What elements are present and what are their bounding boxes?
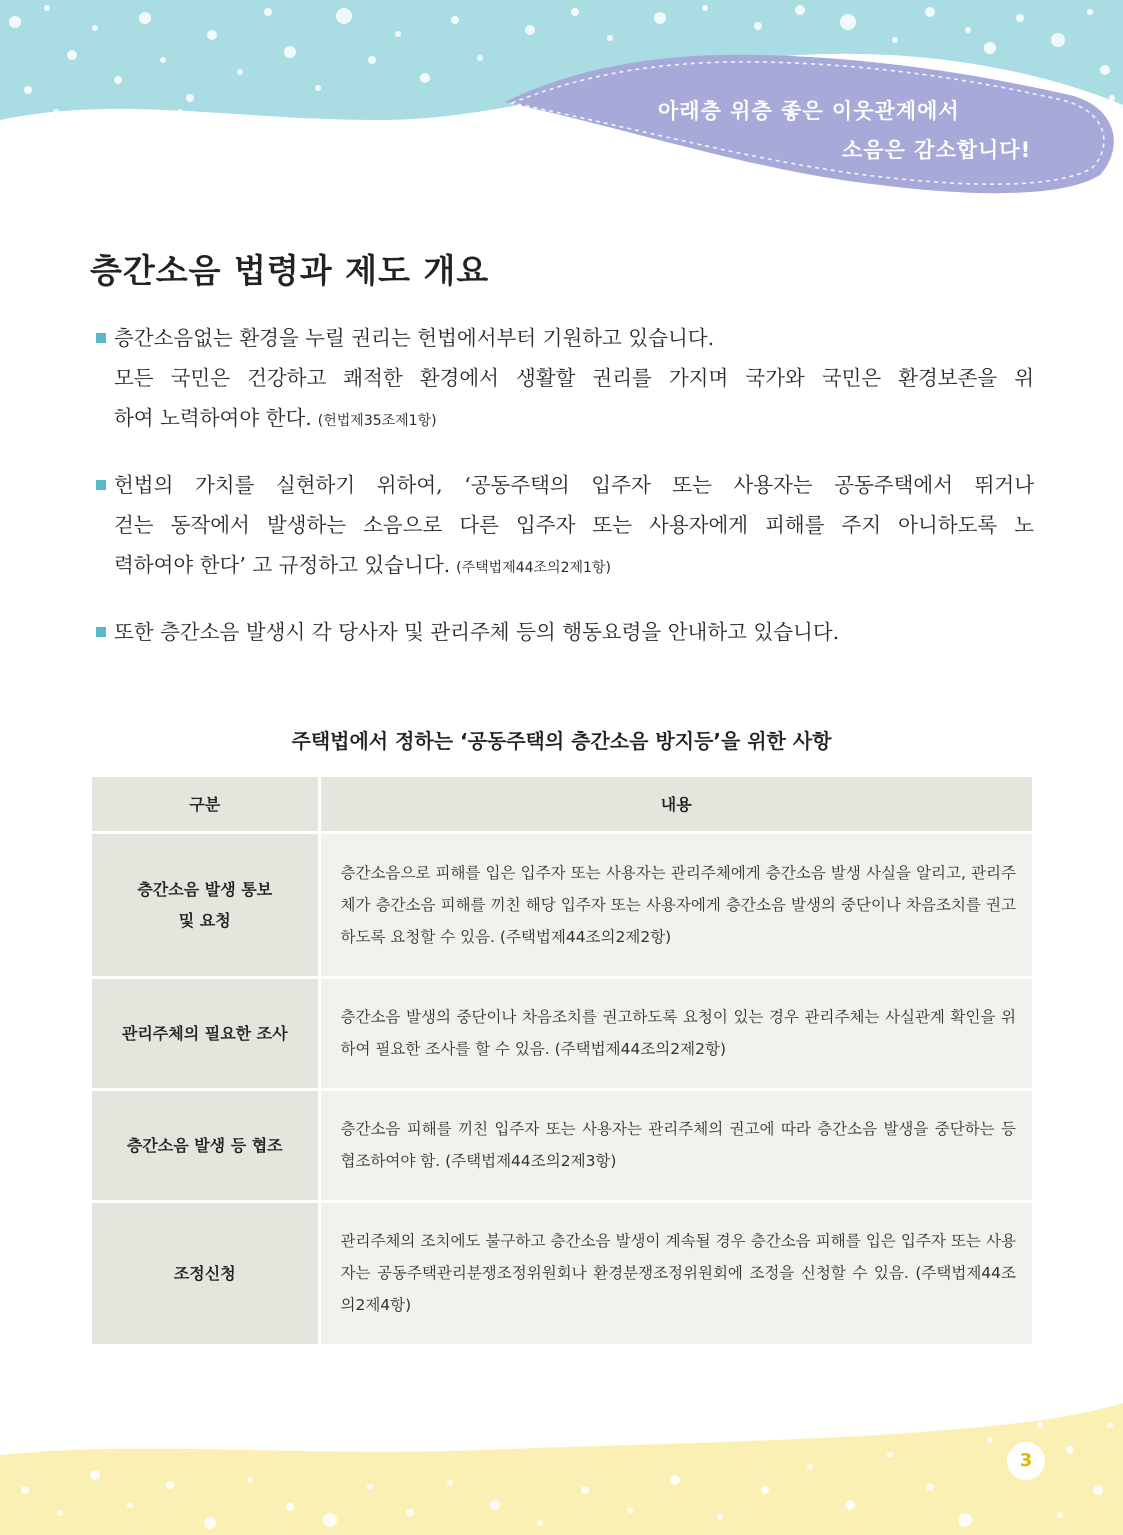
citation: (헌법제35조제1항) [317, 413, 437, 429]
paragraph-text: 하여 노력하여야 한다. [114, 406, 312, 430]
paragraph-line: 걷는 동작에서 발생하는 소음으로 다른 입주자 또는 사용자에게 피해를 주지 아니하도록 노 [114, 513, 1034, 537]
slogan-line-2: 소음은 감소합니다! [842, 138, 1032, 162]
row-category-text: 층간소음 발생 통보 및 요청 [137, 879, 273, 930]
paragraph-line [92, 545, 1042, 588]
row-content: 층간소음 발생의 중단이나 차음조치를 권고하도록 요청이 있는 경우 관리주체는 사실관계 확인을 위하여 필요한 조사를 할 수 있음. (주택법제44조의2제2항) [319, 977, 1032, 1089]
paragraph-constitution [92, 318, 1042, 441]
row-category: 층간소음 발생 등 협조 [92, 1089, 319, 1201]
paragraph-line: 층간소음없는 환경을 누릴 권리는 헌법에서부터 기원하고 있습니다. [114, 326, 715, 350]
paragraph-line: 모든 국민은 건강하고 쾌적한 환경에서 생활할 권리를 가지며 국가와 국민은 환경보존을 위 [114, 366, 1034, 390]
column-header-category: 구분 [92, 777, 319, 832]
paragraph-housing-act [92, 465, 1042, 588]
row-category: 조정신청 [92, 1201, 319, 1344]
column-header-content: 내용 [319, 777, 1032, 832]
paragraph-guidance [92, 612, 1042, 652]
square-bullet-icon [96, 480, 106, 490]
table-row [92, 1201, 1032, 1344]
square-bullet-icon [96, 627, 106, 637]
table-caption: 주택법에서 정하는 ‘공동주택의 층간소음 방지등’을 위한 사항 [291, 729, 832, 753]
paragraph-line [92, 398, 1042, 441]
table-row [92, 832, 1032, 977]
row-content: 층간소음으로 피해를 입은 입주자 또는 사용자는 관리주체에게 층간소음 발생 사실을 알리고, 관리주체가 층간소음 피해를 끼친 해당 입주자 또는 사용자에게 층간소음 발생의 중단이나 차음조치를 권고하도록 요청할 수 있음. (주택법제44조의2제2항) [319, 832, 1032, 977]
bottom-wave-decoration [0, 1395, 1123, 1535]
slogan-line-1: 아래층 위층 좋은 이웃관계에서 [658, 99, 960, 123]
paragraph-line: 헌법의 가치를 실현하기 위하여, ‘공동주택의 입주자 또는 사용자는 공동주택에서 뛰거나 [114, 473, 1034, 497]
paragraph-line: 또한 층간소음 발생시 각 당사자 및 관리주체 등의 행동요령을 안내하고 있습니다. [114, 620, 840, 644]
square-bullet-icon [96, 333, 106, 343]
table-row [92, 1089, 1032, 1201]
table-row [92, 977, 1032, 1089]
page-number: 3 [1007, 1442, 1045, 1480]
paragraph-text: 력하여야 한다’ 고 규정하고 있습니다. [114, 553, 451, 577]
row-content: 관리주체의 조치에도 불구하고 층간소음 발생이 계속될 경우 층간소음 피해를 입은 입주자 또는 사용자는 공동주택관리분쟁조정위원회나 환경분쟁조정위원회에 조정을 신청할 수 있음. (주택법제44조의2제4항) [319, 1201, 1032, 1344]
table-header-row [92, 777, 1032, 832]
row-category [92, 832, 319, 977]
page-title: 층간소음 법령과 제도 개요 [90, 251, 490, 290]
row-category: 관리주체의 필요한 조사 [92, 977, 319, 1089]
rules-table [92, 777, 1032, 1344]
row-content: 층간소음 피해를 끼친 입주자 또는 사용자는 관리주체의 권고에 따라 층간소음 발생을 중단하는 등 협조하여야 함. (주택법제44조의2제3항) [319, 1089, 1032, 1201]
citation: (주택법제44조의2제1항) [456, 560, 611, 576]
